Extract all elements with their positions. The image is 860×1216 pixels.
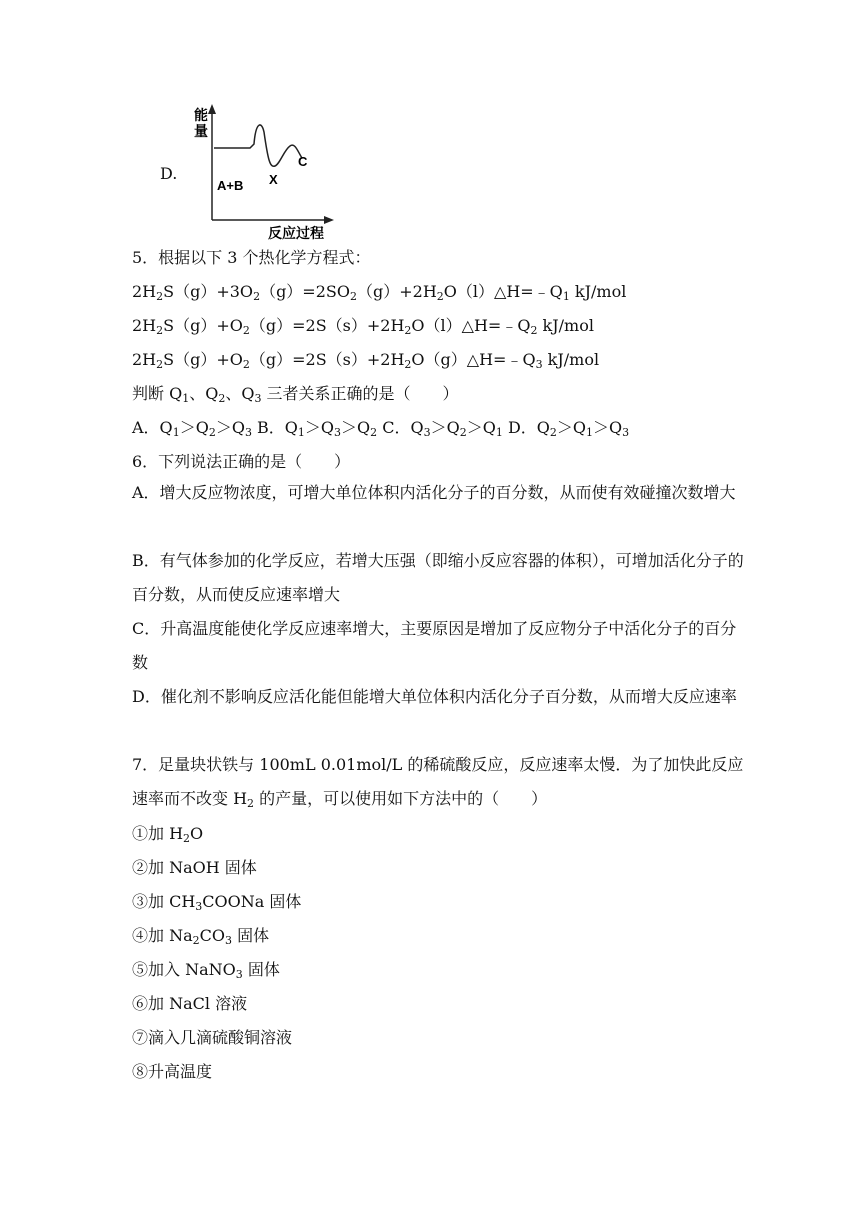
q5-equation-3: $2H_2S(g)+O_2(g)=2S(s)+2H_2O(g)\triangle H=﹣Q_3$ kJ/mol [132, 350, 600, 371]
y-axis-label-1: 能 [194, 107, 208, 123]
q6-option-c: C．升高温度能使化学反应速率增大，主要原因是增加了反应物分子中活化分子的百分数 [132, 619, 737, 672]
q5-options: A．$Q_1>Q_2>Q_3$ B．$Q_1>Q_3>Q_2$ C．$Q_3>Q_2>Q_1$ D．$Q_2>Q_1>Q_3$ [132, 418, 630, 439]
intermediate-label: X [269, 172, 278, 187]
energy-diagram [150, 100, 350, 240]
q7-stem: 7．足量块状铁与 100mL 0.01mol/L 的稀硫酸反应，反应速率太慢．为了加快此反应速率而不改变 $H_2$ 的产量，可以使用如下方法中的（ ） [132, 755, 744, 810]
q7-item-6: ⑥加 NaCl 溶液 [132, 994, 248, 1013]
q5-equation-2: $2H_2S(g)+O_2(g)=2S(s)+2H_2O(l)\triangle H=﹣Q_2$ kJ/mol [132, 316, 594, 337]
q7-item-7: ⑦滴入几滴硫酸铜溶液 [132, 1028, 293, 1047]
q5-stem: 5．根据以下 3 个热化学方程式： [132, 248, 371, 267]
q6-option-b: B．有气体参加的化学反应，若增大压强（即缩小反应容器的体积），可增加活化分子的百分数，从而使反应速率增大 [132, 551, 744, 604]
q7-item-1: ①加 $H_2O$ [132, 824, 204, 845]
q5-equation-1: $2H_2S(g)+3O_2(g)=2SO_2(g)+2H_2O(l)\triangle H=﹣Q_1$ kJ/mol [132, 282, 627, 303]
q7-item-2: ②加 NaOH 固体 [132, 858, 257, 877]
product-label: C [298, 154, 308, 169]
q6-option-d: D．催化剂不影响反应活化能但能增大单位体积内活化分子百分数，从而增大反应速率 [132, 687, 737, 706]
x-axis-arrow [324, 216, 334, 224]
y-axis-arrow [208, 104, 216, 114]
option-d-label: D. [160, 164, 178, 183]
y-axis-label-2: 量 [194, 123, 208, 139]
energy-curve [214, 125, 302, 166]
q7-item-5: ⑤加入 NaNO$_3$ 固体 [132, 960, 280, 981]
q6-option-a: A．增大反应物浓度，可增大单位体积内活化分子的百分数，从而使有效碰撞次数增大 [132, 483, 736, 502]
q6-stem: 6．下列说法正确的是（ ） [132, 452, 351, 471]
reactants-label: A+B [217, 178, 244, 193]
q5-question: 判断 $Q_1$、$Q_2$、$Q_3$ 三者关系正确的是（ ） [132, 384, 459, 405]
q7-item-3: ③加 $CH_3COONa$ 固体 [132, 892, 302, 913]
q7-item-4: ④加 $Na_2CO_3$ 固体 [132, 926, 270, 947]
q7-item-8: ⑧升高温度 [132, 1062, 213, 1081]
x-axis-label: 反应过程 [268, 225, 324, 240]
